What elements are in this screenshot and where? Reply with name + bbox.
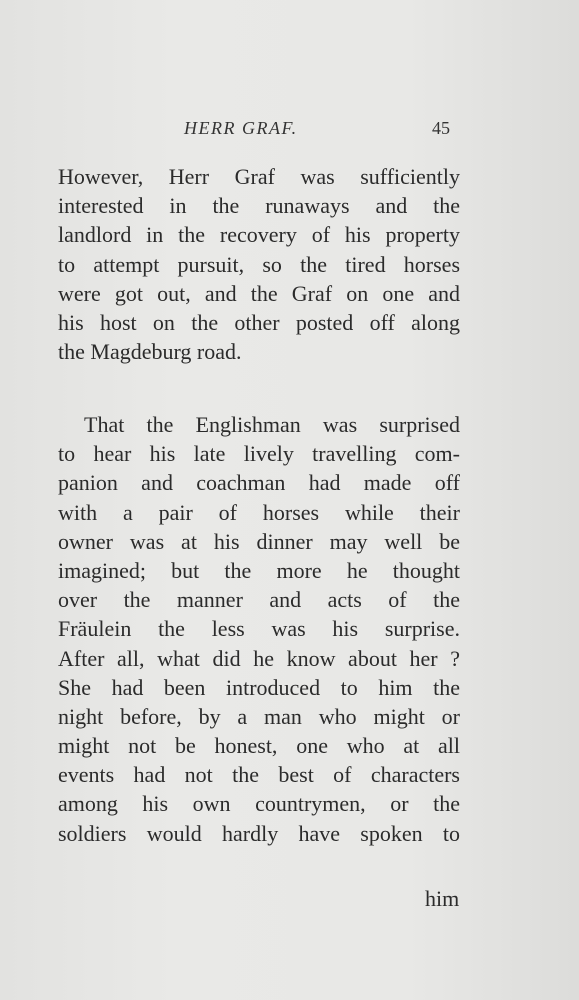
text-line: among his own countrymen, or the (58, 791, 460, 817)
text-line: However, Herr Graf was sufficiently (58, 164, 460, 189)
text-line: to hear his late lively travelling com- (58, 441, 460, 467)
text-line: soldiers would hardly have spoken to (58, 820, 460, 846)
text-line: owner was at his dinner may well be (58, 528, 460, 554)
text-line: his host on the other posted off along (58, 309, 460, 335)
paragraph-1 (58, 162, 460, 366)
text-line: with a pair of horses while their (58, 499, 460, 525)
text-line: night before, by a man who might or (58, 703, 460, 729)
text-line: After all, what did he know about her ? (58, 645, 460, 671)
catchword: him (425, 886, 460, 911)
text-line: Fräulein the less was his surprise. (58, 616, 460, 642)
text-line: were got out, and the Graf on one and (58, 280, 460, 306)
text-line: She had been introduced to him the (58, 674, 460, 700)
page-number: 45 (432, 118, 450, 138)
text-line: imagined; but the more he thought (58, 557, 460, 583)
text-line: That the Englishman was surprised (84, 412, 460, 437)
text-line: might not be honest, one who at all (58, 733, 460, 759)
running-title: HERR GRAF. (184, 118, 298, 138)
text-line: over the manner and acts of the (58, 587, 460, 613)
paragraph-2 (58, 410, 460, 848)
text-line: interested in the runaways and the (58, 193, 460, 219)
text-line: landlord in the recovery of his property (58, 222, 460, 248)
text-line: to attempt pursuit, so the tired horses (58, 251, 460, 277)
text-line: panion and coachman had made off (58, 470, 460, 496)
text-line: the Magdeburg road. (58, 339, 242, 365)
text-line: events had not the best of characters (58, 762, 460, 788)
